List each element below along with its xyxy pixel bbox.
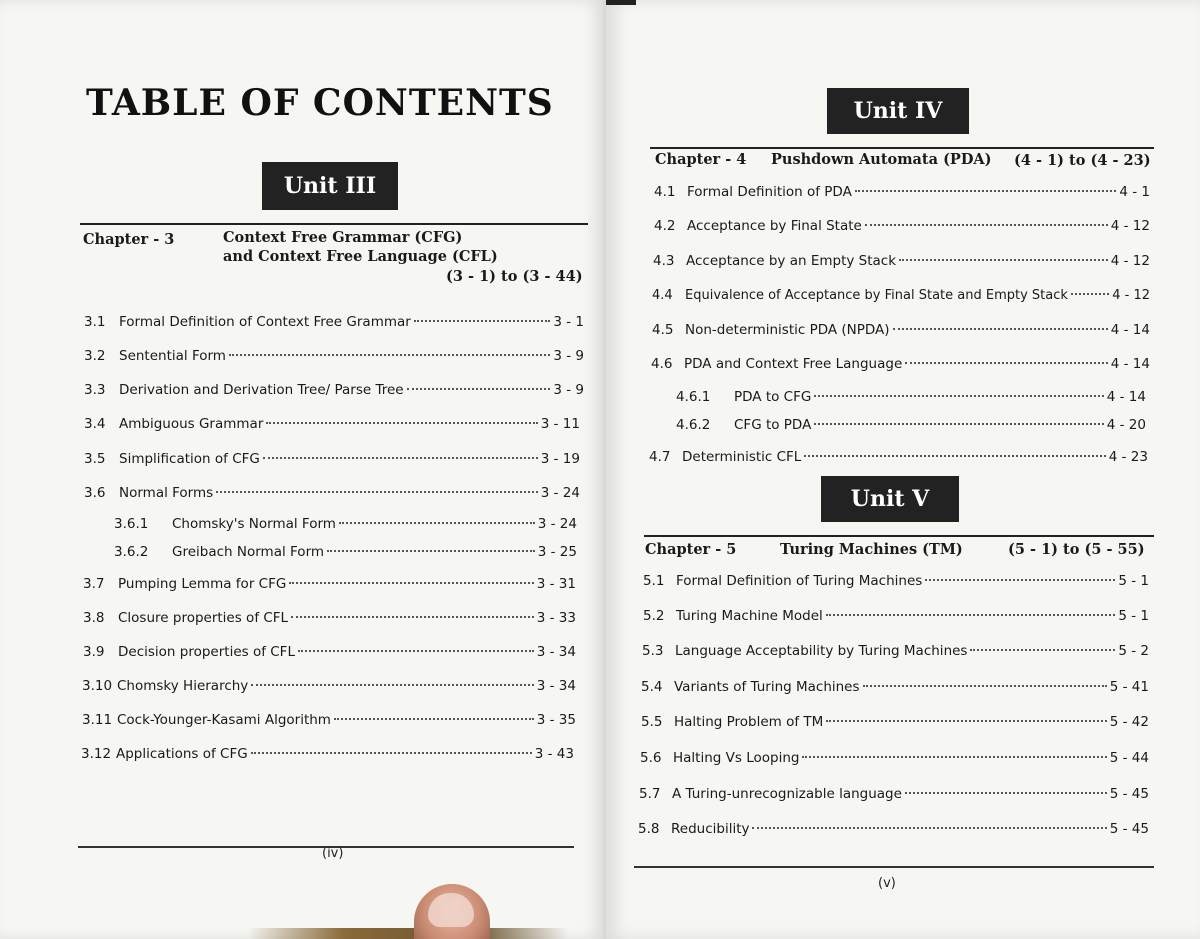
dot-leader (334, 718, 534, 720)
entry-title: Sentential Form (119, 348, 226, 364)
toc-entry-5-6[interactable] (640, 749, 1149, 767)
entry-page: 4 - 12 (1112, 288, 1150, 303)
entry-title: Chomsky Hierarchy (117, 678, 249, 694)
entry-page: 4 - 12 (1110, 253, 1150, 269)
entry-title: Applications of CFG (116, 746, 248, 762)
toc-entry-5-2[interactable] (643, 607, 1149, 625)
toc-entry-3-4[interactable] (84, 415, 580, 433)
entry-page: 5 - 2 (1118, 643, 1149, 659)
entry-number: 4.5 (652, 322, 674, 338)
toc-entry-4-5[interactable] (652, 321, 1150, 339)
dot-leader (925, 579, 1115, 581)
entry-page: 4 - 14 (1110, 322, 1150, 338)
dot-leader (814, 395, 1103, 397)
entry-page: 3 - 9 (553, 348, 584, 364)
dot-leader (291, 616, 534, 618)
entry-number: 3.11 (82, 712, 113, 728)
entry-title: Pumping Lemma for CFG (118, 576, 287, 592)
right-page (606, 0, 1200, 939)
dot-leader (339, 522, 535, 524)
toc-entry-4-1[interactable] (654, 183, 1150, 201)
entry-title: Decision properties of CFL (118, 644, 295, 660)
entry-number: 4.4 (652, 288, 673, 303)
entry-page: 5 - 1 (1118, 608, 1149, 624)
entry-page: 4 - 20 (1106, 417, 1146, 433)
thumbnail-nail (428, 893, 474, 927)
entry-number: 3.6.2 (114, 544, 149, 560)
entry-number: 5.1 (643, 573, 665, 589)
toc-entry-3-1[interactable] (84, 313, 584, 331)
toc-entry-3-3[interactable] (84, 381, 584, 399)
dot-leader (893, 328, 1108, 330)
toc-entry-3-10[interactable] (82, 677, 576, 695)
toc-entry-4-6-1[interactable] (676, 388, 1146, 406)
page-number-v: (v) (878, 876, 896, 891)
chapter-3-range: (3 - 1) to (3 - 44) (446, 268, 583, 285)
toc-entry-3-5[interactable] (84, 450, 580, 468)
dot-leader (905, 362, 1108, 364)
toc-entry-4-6-2[interactable] (676, 416, 1146, 434)
entry-title: CFG to PDA (734, 417, 812, 433)
entry-page: 3 - 24 (537, 516, 577, 532)
entry-page: 3 - 25 (537, 544, 577, 560)
entry-page: 3 - 33 (536, 610, 576, 626)
entry-number: 3.5 (84, 451, 106, 467)
chapter-3-name-line2: and Context Free Language (CFL) (223, 248, 498, 265)
dot-leader (1071, 293, 1109, 295)
page-number-iv: (iv) (322, 846, 344, 861)
book-edge (248, 928, 568, 939)
entry-page: 4 - 12 (1110, 218, 1150, 234)
entry-title: Equivalence of Acceptance by Final State and Empty Stack (685, 288, 1068, 303)
entry-number: 5.3 (642, 643, 664, 659)
entry-title: A Turing-unrecognizable language (672, 786, 902, 802)
entry-page: 5 - 45 (1109, 821, 1149, 837)
toc-entry-3-7[interactable] (83, 575, 576, 593)
toc-entry-5-3[interactable] (642, 642, 1149, 660)
entry-title: Closure properties of CFL (118, 610, 289, 626)
entry-page: 3 - 19 (540, 451, 580, 467)
chapter-4-label: Chapter - 4 (655, 151, 747, 168)
toc-entry-4-6[interactable] (651, 355, 1150, 373)
entry-page: 4 - 14 (1106, 389, 1146, 405)
dot-leader (865, 224, 1108, 226)
entry-page: 5 - 41 (1109, 679, 1149, 695)
toc-entry-5-4[interactable] (641, 678, 1149, 696)
entry-title: Acceptance by an Empty Stack (686, 253, 897, 269)
toc-entry-5-5[interactable] (641, 713, 1149, 731)
entry-title: Formal Definition of Turing Machines (676, 573, 923, 589)
entry-page: 3 - 34 (536, 678, 576, 694)
entry-number: 3.8 (83, 610, 105, 626)
entry-number: 4.3 (653, 253, 675, 269)
page-corner-mark (606, 0, 636, 5)
entry-page: 3 - 24 (540, 485, 580, 501)
unit-iii-badge: Unit III (262, 162, 398, 210)
dot-leader (814, 423, 1103, 425)
entry-page: 3 - 31 (536, 576, 576, 592)
dot-leader (263, 457, 538, 459)
dot-leader (899, 259, 1108, 261)
entry-number: 3.6.1 (114, 516, 149, 532)
entry-number: 4.6.2 (676, 417, 711, 433)
chapter-3-name-line1: Context Free Grammar (CFG) (223, 229, 463, 246)
right-footer-rule (634, 866, 1154, 868)
chapter-3-rule (80, 223, 588, 225)
dot-leader (251, 684, 533, 686)
entry-number: 5.5 (641, 714, 663, 730)
entry-page: 5 - 42 (1109, 714, 1149, 730)
entry-page: 4 - 1 (1119, 184, 1150, 200)
entry-title: Normal Forms (119, 485, 214, 501)
entry-number: 4.1 (654, 184, 676, 200)
entry-number: 5.8 (638, 821, 660, 837)
toc-entry-3-9[interactable] (83, 643, 576, 661)
entry-page: 3 - 34 (536, 644, 576, 660)
entry-title: Language Acceptability by Turing Machines (675, 643, 968, 659)
chapter-3-label: Chapter - 3 (83, 231, 175, 248)
chapter-4-rule (650, 147, 1154, 149)
entry-number: 5.4 (641, 679, 663, 695)
entry-title: Greibach Normal Form (172, 544, 325, 560)
toc-entry-5-7[interactable] (639, 785, 1149, 803)
chapter-4-range: (4 - 1) to (4 - 23) (1014, 152, 1151, 169)
dot-leader (229, 354, 550, 356)
entry-number: 5.6 (640, 750, 662, 766)
entry-number: 4.2 (654, 218, 676, 234)
dot-leader (289, 582, 533, 584)
entry-number: 4.6.1 (676, 389, 711, 405)
entry-number: 3.6 (84, 485, 106, 501)
entry-title: Acceptance by Final State (687, 218, 862, 234)
toc-entry-4-4[interactable] (652, 287, 1150, 305)
chapter-5-rule (644, 535, 1154, 537)
toc-entry-5-1[interactable] (643, 572, 1149, 590)
entry-number: 5.7 (639, 786, 661, 802)
entry-title: Halting Vs Looping (673, 750, 800, 766)
dot-leader (804, 455, 1105, 457)
toc-entry-3-12[interactable] (81, 745, 574, 763)
entry-number: 3.1 (84, 314, 106, 330)
dot-leader (298, 650, 534, 652)
chapter-5-name: Turing Machines (TM) (780, 541, 963, 558)
entry-title: Derivation and Derivation Tree/ Parse Tree (119, 382, 404, 398)
dot-leader (826, 614, 1116, 616)
toc-entry-4-3[interactable] (653, 252, 1150, 270)
unit-iv-badge: Unit IV (827, 88, 969, 134)
entry-page: 5 - 45 (1109, 786, 1149, 802)
chapter-5-label: Chapter - 5 (645, 541, 737, 558)
entry-page: 4 - 23 (1108, 449, 1148, 465)
entry-number: 3.7 (83, 576, 105, 592)
unit-v-badge: Unit V (821, 476, 959, 522)
entry-page: 5 - 44 (1109, 750, 1149, 766)
dot-leader (826, 720, 1106, 722)
chapter-5-range: (5 - 1) to (5 - 55) (1008, 541, 1145, 558)
entry-title: Non-deterministic PDA (NPDA) (685, 322, 890, 338)
entry-page: 3 - 9 (553, 382, 584, 398)
entry-title: Variants of Turing Machines (674, 679, 860, 695)
entry-number: 3.3 (84, 382, 106, 398)
entry-title: PDA to CFG (734, 389, 812, 405)
entry-title: Cock-Younger-Kasami Algorithm (117, 712, 331, 728)
entry-page: 3 - 11 (540, 416, 580, 432)
toc-entry-3-6-1[interactable] (114, 515, 577, 533)
dot-leader (855, 190, 1117, 192)
toc-entry-3-6[interactable] (84, 484, 580, 502)
entry-title: Halting Problem of TM (674, 714, 824, 730)
dot-leader (802, 756, 1106, 758)
entry-title: Reducibility (671, 821, 750, 837)
toc-entry-5-8[interactable] (638, 820, 1149, 838)
dot-leader (863, 685, 1107, 687)
toc-entry-3-2[interactable] (84, 347, 584, 365)
toc-entry-3-8[interactable] (83, 609, 576, 627)
entry-page: 3 - 43 (534, 746, 574, 762)
page-title: TABLE OF CONTENTS (86, 82, 554, 124)
dot-leader (266, 422, 537, 424)
entry-title: Deterministic CFL (682, 449, 802, 465)
toc-entry-3-6-2[interactable] (114, 543, 577, 561)
entry-number: 3.12 (81, 746, 112, 762)
entry-number: 4.6 (651, 356, 673, 372)
entry-number: 4.7 (649, 449, 671, 465)
dot-leader (752, 827, 1106, 829)
entry-number: 5.2 (643, 608, 665, 624)
entry-page: 4 - 14 (1110, 356, 1150, 372)
toc-entry-3-11[interactable] (82, 711, 576, 729)
chapter-4-name: Pushdown Automata (PDA) (771, 151, 992, 168)
entry-number: 3.10 (82, 678, 113, 694)
dot-leader (905, 792, 1107, 794)
dot-leader (414, 320, 551, 322)
entry-title: PDA and Context Free Language (684, 356, 903, 372)
dot-leader (216, 491, 538, 493)
entry-title: Ambiguous Grammar (119, 416, 264, 432)
entry-page: 3 - 1 (553, 314, 584, 330)
entry-title: Simplification of CFG (119, 451, 260, 467)
dot-leader (970, 649, 1115, 651)
entry-number: 3.2 (84, 348, 106, 364)
dot-leader (327, 550, 535, 552)
entry-title: Chomsky's Normal Form (172, 516, 336, 532)
entry-title: Formal Definition of Context Free Grammar (119, 314, 411, 330)
entry-page: 5 - 1 (1118, 573, 1149, 589)
dot-leader (407, 388, 551, 390)
entry-number: 3.9 (83, 644, 105, 660)
entry-title: Formal Definition of PDA (687, 184, 852, 200)
entry-title: Turing Machine Model (676, 608, 823, 624)
dot-leader (251, 752, 532, 754)
toc-entry-4-2[interactable] (654, 217, 1150, 235)
toc-entry-4-7[interactable] (649, 448, 1148, 466)
entry-page: 3 - 35 (536, 712, 576, 728)
entry-number: 3.4 (84, 416, 106, 432)
